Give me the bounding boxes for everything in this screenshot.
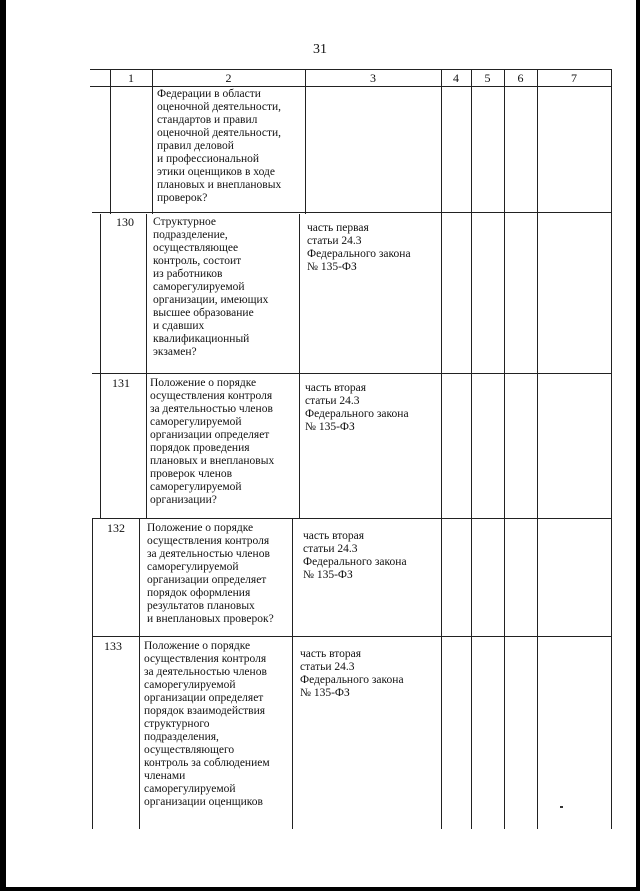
legal-reference: часть вторая статьи 24.3 Федерального закона № 135-ФЗ [303, 530, 407, 581]
column-header: 4 [453, 71, 459, 85]
row-separator [92, 518, 612, 519]
column-border [504, 69, 505, 829]
column-border [139, 519, 140, 829]
column-border [299, 214, 300, 519]
row-number: 133 [104, 639, 122, 653]
legal-reference: часть вторая статьи 24.3 Федерального закона № 135-ФЗ [305, 382, 409, 433]
column-border [292, 519, 293, 829]
row-number: 132 [107, 521, 125, 535]
row-number: 131 [112, 376, 130, 390]
page-number: 31 [313, 42, 327, 57]
scan-speck [560, 806, 563, 808]
requirement-text: Положение о порядке осуществления контроля за деятельностью членов саморегулируемой организации определяет порядок оформления результатов плановых и внеплановых проверок? [147, 522, 274, 625]
column-header: 2 [225, 71, 232, 85]
requirement-text: Федерации в области оценочной деятельности, стандартов и правил оценочной деятельности, правил деловой и профессиональной этики оценщиков в ходе плановых и внеплановых проверок? [157, 88, 282, 204]
table-border-top [90, 69, 612, 70]
column-border [100, 214, 101, 519]
requirement-text: Положение о порядке осуществления контроля за деятельностью членов саморегулируемой организации определяет порядок взаимодействия структурного подразделения, осуществляющего контроль за соблюдением членами саморегулируемой организации оценщиков [144, 640, 270, 808]
requirement-text: Положение о порядке осуществления контроля за деятельностью членов саморегулируемой организации определяет порядок проведения плановых и внеплановых проверок членов саморегулируемой организации? [150, 377, 275, 506]
column-header: 1 [128, 71, 134, 85]
column-border [305, 69, 306, 214]
legal-reference: часть первая статьи 24.3 Федерального закона № 135-ФЗ [307, 222, 411, 273]
legal-reference: часть вторая статьи 24.3 Федерального закона № 135-ФЗ [300, 648, 404, 699]
requirement-text: Структурное подразделение, осуществляющее контроль, состоит из работников саморегулируемой организации, имеющих высшее образование и сдавших квалификационный экзамен? [153, 216, 269, 358]
row-separator [92, 373, 612, 374]
column-header: 3 [370, 71, 376, 85]
column-header: 6 [517, 71, 524, 85]
column-header: 5 [484, 71, 491, 85]
column-border [110, 69, 111, 214]
column-border [611, 69, 612, 829]
row-number: 130 [116, 215, 134, 229]
column-border [152, 69, 153, 214]
column-border [441, 69, 442, 829]
column-header: 7 [571, 71, 577, 85]
column-border [92, 519, 93, 829]
column-border [471, 69, 472, 829]
column-border [537, 69, 538, 829]
row-separator [92, 212, 612, 213]
row-separator [92, 636, 612, 637]
column-border [146, 214, 147, 519]
header-separator [90, 86, 612, 87]
